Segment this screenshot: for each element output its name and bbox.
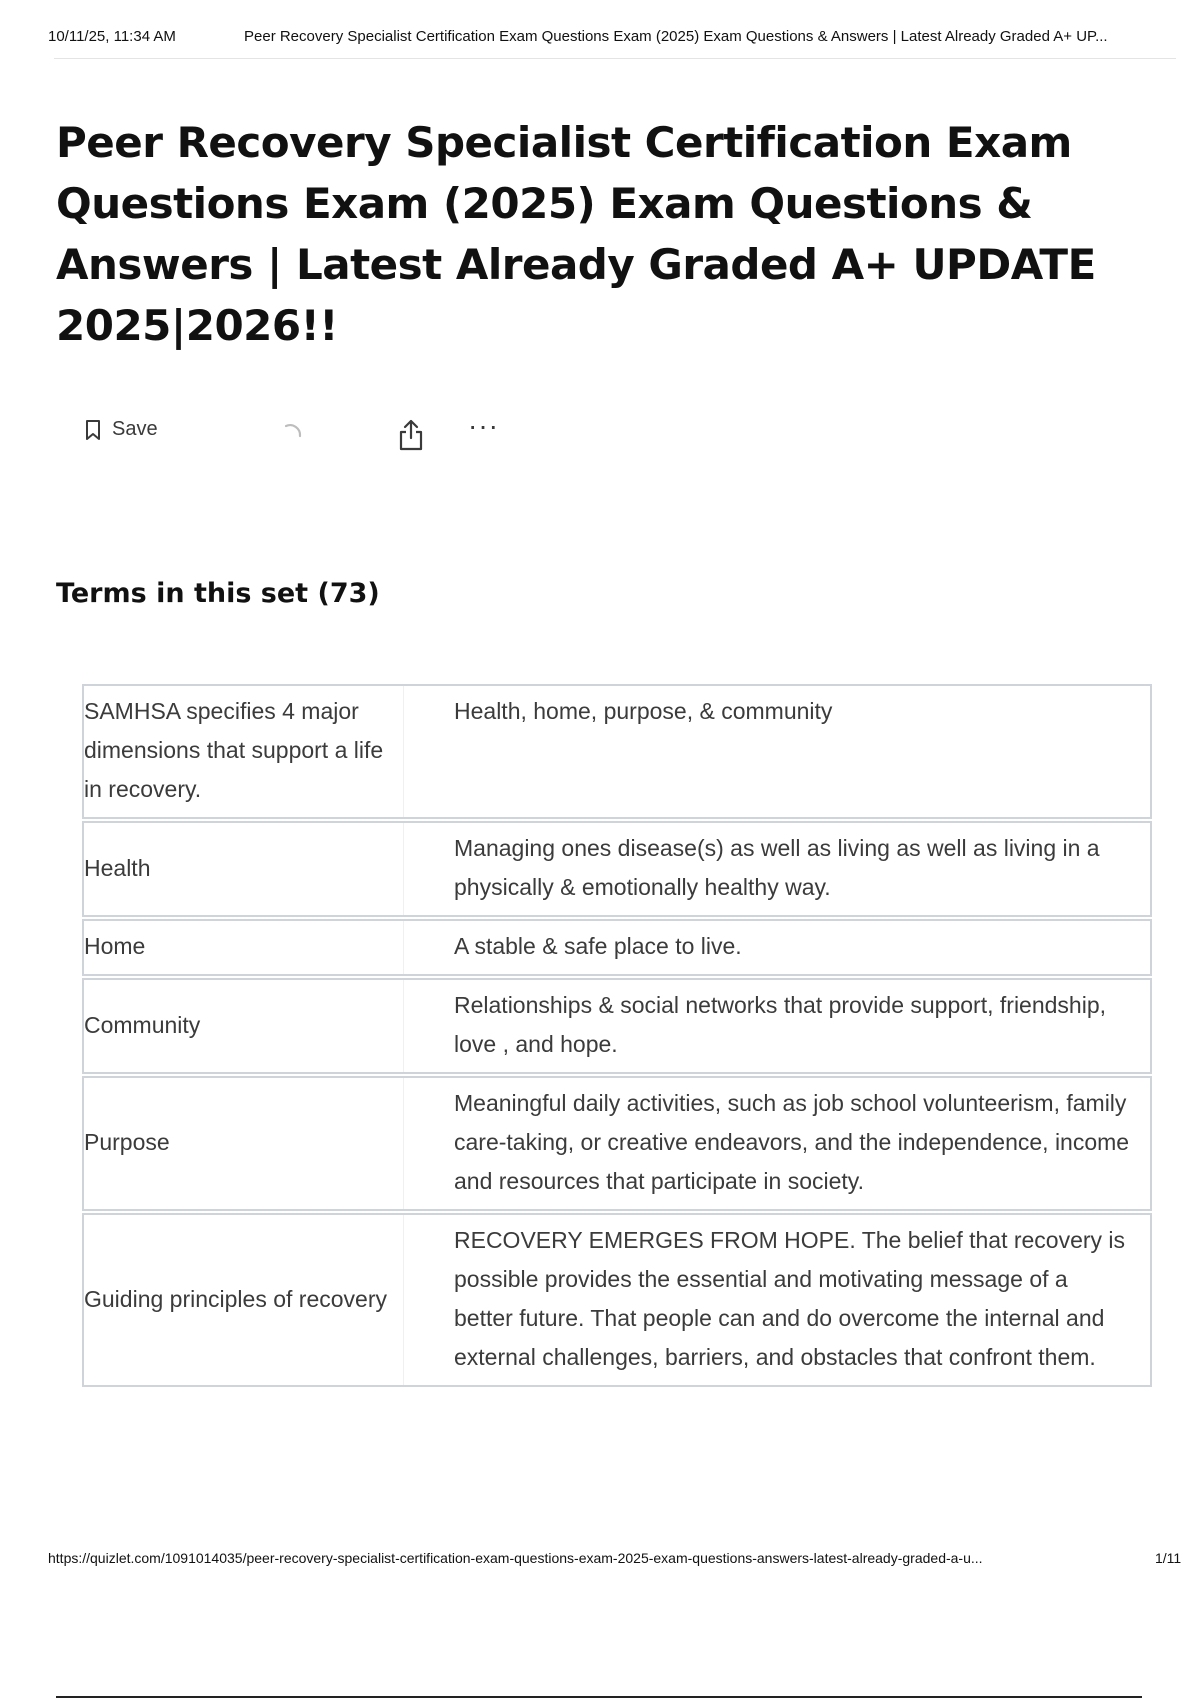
share-icon[interactable]: [396, 418, 426, 452]
term-row: [82, 684, 1152, 819]
term-text: Purpose: [84, 1078, 404, 1209]
term-text: Guiding principles of recovery: [84, 1215, 404, 1385]
term-row: [82, 1213, 1152, 1387]
definition-text: RECOVERY EMERGES FROM HOPE. The belief that recovery is possible provides the essential and motivating message of a better future. That people can and do overcome the internal and external challenges, barriers, and obstacles that confront them.: [454, 1227, 1126, 1370]
term-text: Home: [84, 921, 404, 974]
print-page-number: 1/11: [1155, 1550, 1182, 1566]
more-options-button[interactable]: ···: [468, 410, 499, 441]
term-text: SAMHSA specifies 4 major dimensions that support a life in recovery.: [84, 686, 404, 817]
terms-list: [82, 684, 1152, 1389]
definition-text: Relationships & social networks that provide support, friendship, love , and hope.: [454, 992, 1107, 1057]
term-text: Health: [84, 823, 404, 915]
terms-heading: Terms in this set (73): [56, 578, 380, 609]
definition-text: Managing ones disease(s) as well as living as well as living in a physically & emotionally healthy way.: [454, 835, 1100, 900]
bookmark-icon: [84, 419, 102, 441]
loading-spinner-icon: [278, 422, 304, 448]
definition-text: A stable & safe place to live.: [454, 933, 742, 959]
print-datetime: 10/11/25, 11:34 AM: [48, 28, 176, 45]
term-text: Community: [84, 980, 404, 1072]
header-divider: [54, 58, 1176, 59]
definition-text: Meaningful daily activities, such as job school volunteerism, family care-taking, or creative endeavors, and the independence, income and resources that participate in society.: [454, 1090, 1130, 1194]
save-label: Save: [112, 418, 158, 440]
term-row: [82, 1076, 1152, 1211]
term-row: [82, 821, 1152, 917]
term-row: [82, 978, 1152, 1074]
definition-text: Health, home, purpose, & community: [454, 698, 833, 724]
bottom-divider: [56, 1696, 1142, 1698]
page-title: Peer Recovery Specialist Certification Exam Questions Exam (2025) Exam Questions & Answers | Latest Already Graded A+ UPDATE 2025|2026!!: [56, 118, 1096, 350]
print-footer-url: https://quizlet.com/1091014035/peer-recovery-specialist-certification-exam-questions-exam-2025-exam-questions-answers-latest-already-graded-a-u...: [48, 1550, 983, 1566]
term-row: [82, 919, 1152, 976]
save-button[interactable]: [84, 418, 158, 441]
print-doc-title: Peer Recovery Specialist Certification Exam Questions Exam (2025) Exam Questions & Answers | Latest Already Graded A+ UP...: [244, 28, 1108, 45]
